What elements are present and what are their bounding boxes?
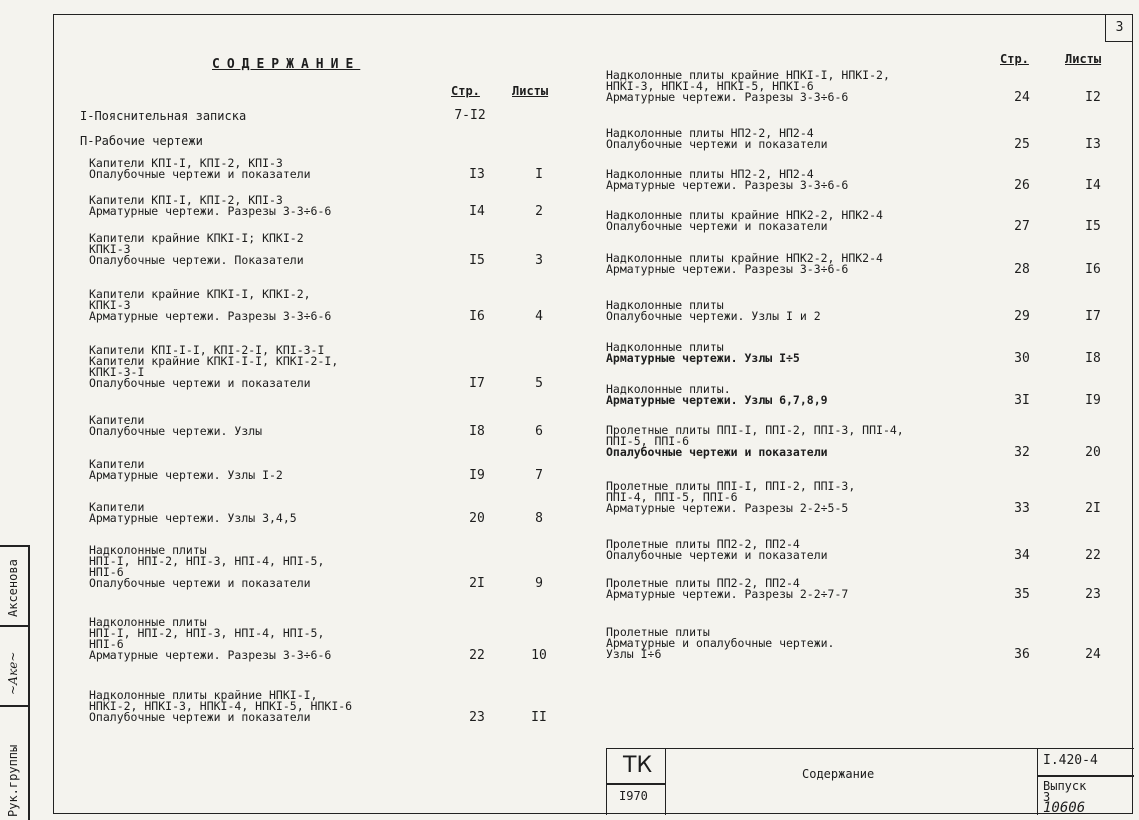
right-entry (606, 578, 848, 600)
right-entry (606, 342, 800, 364)
right-col-sheets-header: Листы (1065, 52, 1102, 66)
entry-title: Капители КПI-I, КПI-2, КПI-3 (89, 193, 283, 207)
entry-subtitle: Опалубочные чертежи. Узлы I и 2 (606, 309, 821, 323)
entry-subtitle: Арматурные чертежи. Узлы 3,4,5 (89, 511, 297, 525)
title-block-title: Содержание (802, 767, 875, 781)
entry-page: 32 (1014, 445, 1030, 460)
entry-sheet: I3 (1085, 137, 1101, 152)
entry-page: 24 (1014, 90, 1030, 105)
intro-page: 7-I2 (454, 108, 486, 123)
left-entry (89, 233, 304, 266)
entry-sheet: 8 (535, 511, 543, 526)
entry-page: 28 (1014, 262, 1030, 277)
entry-title: Надколонные плиты крайние НПКI-I, НПКI-2, НПКI-3, НПКI-4, НПКI-5, НПКI-6 (606, 68, 890, 93)
right-entry (606, 128, 828, 150)
entry-subtitle: Арматурные чертежи. Разрезы 2-2÷5-5 (606, 501, 849, 515)
entry-page: 23 (469, 710, 485, 725)
entry-title: Капители (89, 457, 145, 471)
page-number-box (1105, 14, 1133, 42)
entry-title: Капители (89, 500, 145, 514)
entry-subtitle: Опалубочные чертежи и показатели (606, 445, 828, 459)
entry-subtitle: Опалубочные чертежи. Узлы (89, 424, 263, 438)
entry-subtitle: Арматурные чертежи. Разрезы 3-3÷6-6 (606, 262, 849, 276)
entry-sheet: 7 (535, 468, 543, 483)
entry-subtitle: Опалубочные чертежи и показатели (89, 167, 311, 181)
entry-title: Надколонные плиты НП2-2, НП2-4 (606, 167, 814, 181)
entry-subtitle: Арматурные чертежи. Разрезы 3-3÷6-6 (89, 204, 332, 218)
entry-subtitle: Опалубочные чертежи и показатели (606, 137, 828, 151)
entry-page: I6 (469, 309, 485, 324)
entry-title: Надколонные плиты (606, 298, 724, 312)
entry-subtitle: Опалубочные чертежи и показатели (89, 376, 311, 390)
right-entry (606, 481, 855, 514)
entry-title: Капители (89, 413, 145, 427)
stamp-role: Рук.группы (6, 744, 20, 817)
entry-page: I3 (469, 167, 485, 182)
entry-title: Капители КПI-I-I, КПI-2-I, КПI-3-I Капители крайние КПКI-I-I, КПКI-2-I, КПКI-3-I (89, 343, 339, 379)
entry-sheet: 2 (535, 204, 543, 219)
entry-page: 26 (1014, 178, 1030, 193)
entry-sheet: 5 (535, 376, 543, 391)
issue-label: Выпуск (1043, 779, 1087, 793)
entry-subtitle: Арматурные чертежи. Узлы I-2 (89, 468, 283, 482)
entry-title: Пролетные плиты ПП2-2, ПП2-4 (606, 537, 800, 551)
series-code: I.420-4 (1043, 753, 1098, 768)
right-entry (606, 425, 904, 458)
left-entry (89, 158, 311, 180)
issue-number: 3 (1043, 790, 1051, 804)
entry-title: Надколонные плиты. (606, 382, 731, 396)
left-entry (89, 545, 324, 589)
entry-subtitle: Арматурные чертежи. Разрезы 3-3÷6-6 (606, 90, 849, 104)
entry-title: Капители крайние КПКI-I; КПКI-2 КПКI-3 (89, 231, 304, 256)
right-entry (606, 300, 821, 322)
right-entry (606, 70, 890, 103)
stamp-signature: ~Аке~ (6, 651, 20, 695)
entry-page: I8 (469, 424, 485, 439)
entry-subtitle: Арматурные чертежи. Узлы I÷5 (606, 351, 800, 365)
left-entry (89, 289, 331, 322)
entry-page: 27 (1014, 219, 1030, 234)
entry-page: 3I (1014, 393, 1030, 408)
entry-title: Капители КПI-I, КПI-2, КПI-3 (89, 156, 283, 170)
entry-sheet: 24 (1085, 647, 1101, 662)
entry-title: Пролетные плиты ПП2-2, ПП2-4 (606, 576, 800, 590)
right-entry (606, 210, 883, 232)
entry-sheet: 6 (535, 424, 543, 439)
entry-title: Надколонные плиты НПI-I, НПI-2, НПI-3, НПI-4, НПI-5, НПI-6 (89, 543, 325, 579)
entry-page: 30 (1014, 351, 1030, 366)
stamp-name: Аксенова (6, 559, 20, 617)
org-mark: ТК (623, 753, 653, 778)
year: I970 (619, 789, 648, 803)
entry-page: I7 (469, 376, 485, 391)
entry-page: I4 (469, 204, 485, 219)
entry-sheet: I4 (1085, 178, 1101, 193)
entry-sheet: I8 (1085, 351, 1101, 366)
entry-title: Надколонные плиты крайние НПК2-2, НПК2-4 (606, 251, 883, 265)
entry-subtitle: Опалубочные чертежи и показатели (89, 576, 311, 590)
entry-sheet: I6 (1085, 262, 1101, 277)
entry-subtitle: Арматурные чертежи. Разрезы 3-3÷6-6 (606, 178, 849, 192)
side-signature-stamp (0, 545, 52, 820)
intro-item: I-Пояснительная записка (80, 109, 247, 123)
entry-subtitle: Узлы I÷6 (606, 647, 662, 661)
right-entry (606, 169, 848, 191)
left-entry (89, 502, 297, 524)
right-col-page-header: Стр. (1000, 52, 1029, 66)
entry-subtitle: Опалубочные чертежи. Показатели (89, 253, 304, 267)
entry-title: Надколонные плиты крайние НПКI-I, НПКI-2, НПКI-3, НПКI-4, НПКI-5, НПКI-6 (89, 688, 353, 713)
entry-sheet: I7 (1085, 309, 1101, 324)
entry-page: 25 (1014, 137, 1030, 152)
entry-sheet: I2 (1085, 90, 1101, 105)
entry-sheet: 4 (535, 309, 543, 324)
entry-sheet: I9 (1085, 393, 1101, 408)
entry-subtitle: Арматурные чертежи. Узлы 6,7,8,9 (606, 393, 828, 407)
entry-title: Капители крайние КПКI-I, КПКI-2, КПКI-3 (89, 287, 311, 312)
section-item: П-Рабочие чертежи (80, 134, 203, 148)
entry-title: Пролетные плиты ППI-I, ППI-2, ППI-3, ППI-4, ППI-5, ППI-6 (606, 479, 856, 504)
left-entry (89, 415, 262, 437)
entry-subtitle: Арматурные чертежи. Разрезы 2-2÷7-7 (606, 587, 849, 601)
entry-title: Пролетные плиты Арматурные и опалубочные чертежи. (606, 625, 835, 650)
entry-subtitle: Опалубочные чертежи и показатели (606, 219, 828, 233)
entry-subtitle: Опалубочные чертежи и показатели (89, 710, 311, 724)
entry-sheet: 2I (1085, 501, 1101, 516)
entry-page: 33 (1014, 501, 1030, 516)
entry-sheet: 23 (1085, 587, 1101, 602)
left-entry (89, 690, 352, 723)
entry-page: I9 (469, 468, 485, 483)
entry-subtitle: Арматурные чертежи. Разрезы 3-3÷6-6 (89, 648, 332, 662)
entry-title: Надколонные плиты крайние НПК2-2, НПК2-4 (606, 208, 883, 222)
entry-title: Надколонные плиты НПI-I, НПI-2, НПI-3, НПI-4, НПI-5, НПI-6 (89, 615, 325, 651)
inventory-number: 10606 (1043, 800, 1086, 816)
entry-page: 20 (469, 511, 485, 526)
right-entry (606, 253, 883, 275)
entry-sheet: 22 (1085, 548, 1101, 563)
contents-heading: СОДЕРЖАНИЕ (212, 57, 361, 72)
left-entry (89, 617, 331, 661)
entry-title: Пролетные плиты ППI-I, ППI-2, ППI-3, ППI-4, ППI-5, ППI-6 (606, 423, 904, 448)
right-entry (606, 539, 828, 561)
entry-title: Надколонные плиты НП2-2, НП2-4 (606, 126, 814, 140)
entry-page: 22 (469, 648, 485, 663)
left-col-sheets-header: Листы (512, 84, 549, 98)
entry-subtitle: Опалубочные чертежи и показатели (606, 548, 828, 562)
left-col-page-header: Стр. (451, 84, 480, 98)
right-entry (606, 384, 828, 406)
entry-sheet: 20 (1085, 445, 1101, 460)
entry-page: 29 (1014, 309, 1030, 324)
entry-page: 2I (469, 576, 485, 591)
right-entry (606, 627, 834, 660)
entry-page: 35 (1014, 587, 1030, 602)
entry-page: 34 (1014, 548, 1030, 563)
left-entry (89, 195, 331, 217)
entry-title: Надколонные плиты (606, 340, 724, 354)
left-entry (89, 459, 283, 481)
entry-subtitle: Арматурные чертежи. Разрезы 3-3÷6-6 (89, 309, 332, 323)
page-number: 3 (1115, 20, 1124, 35)
entry-sheet: I5 (1085, 219, 1101, 234)
entry-sheet: I (535, 167, 543, 182)
entry-page: 36 (1014, 647, 1030, 662)
left-entry (89, 345, 338, 389)
entry-sheet: 9 (535, 576, 543, 591)
entry-sheet: II (531, 710, 547, 725)
entry-sheet: 10 (531, 648, 547, 663)
entry-sheet: 3 (535, 253, 543, 268)
entry-page: I5 (469, 253, 485, 268)
